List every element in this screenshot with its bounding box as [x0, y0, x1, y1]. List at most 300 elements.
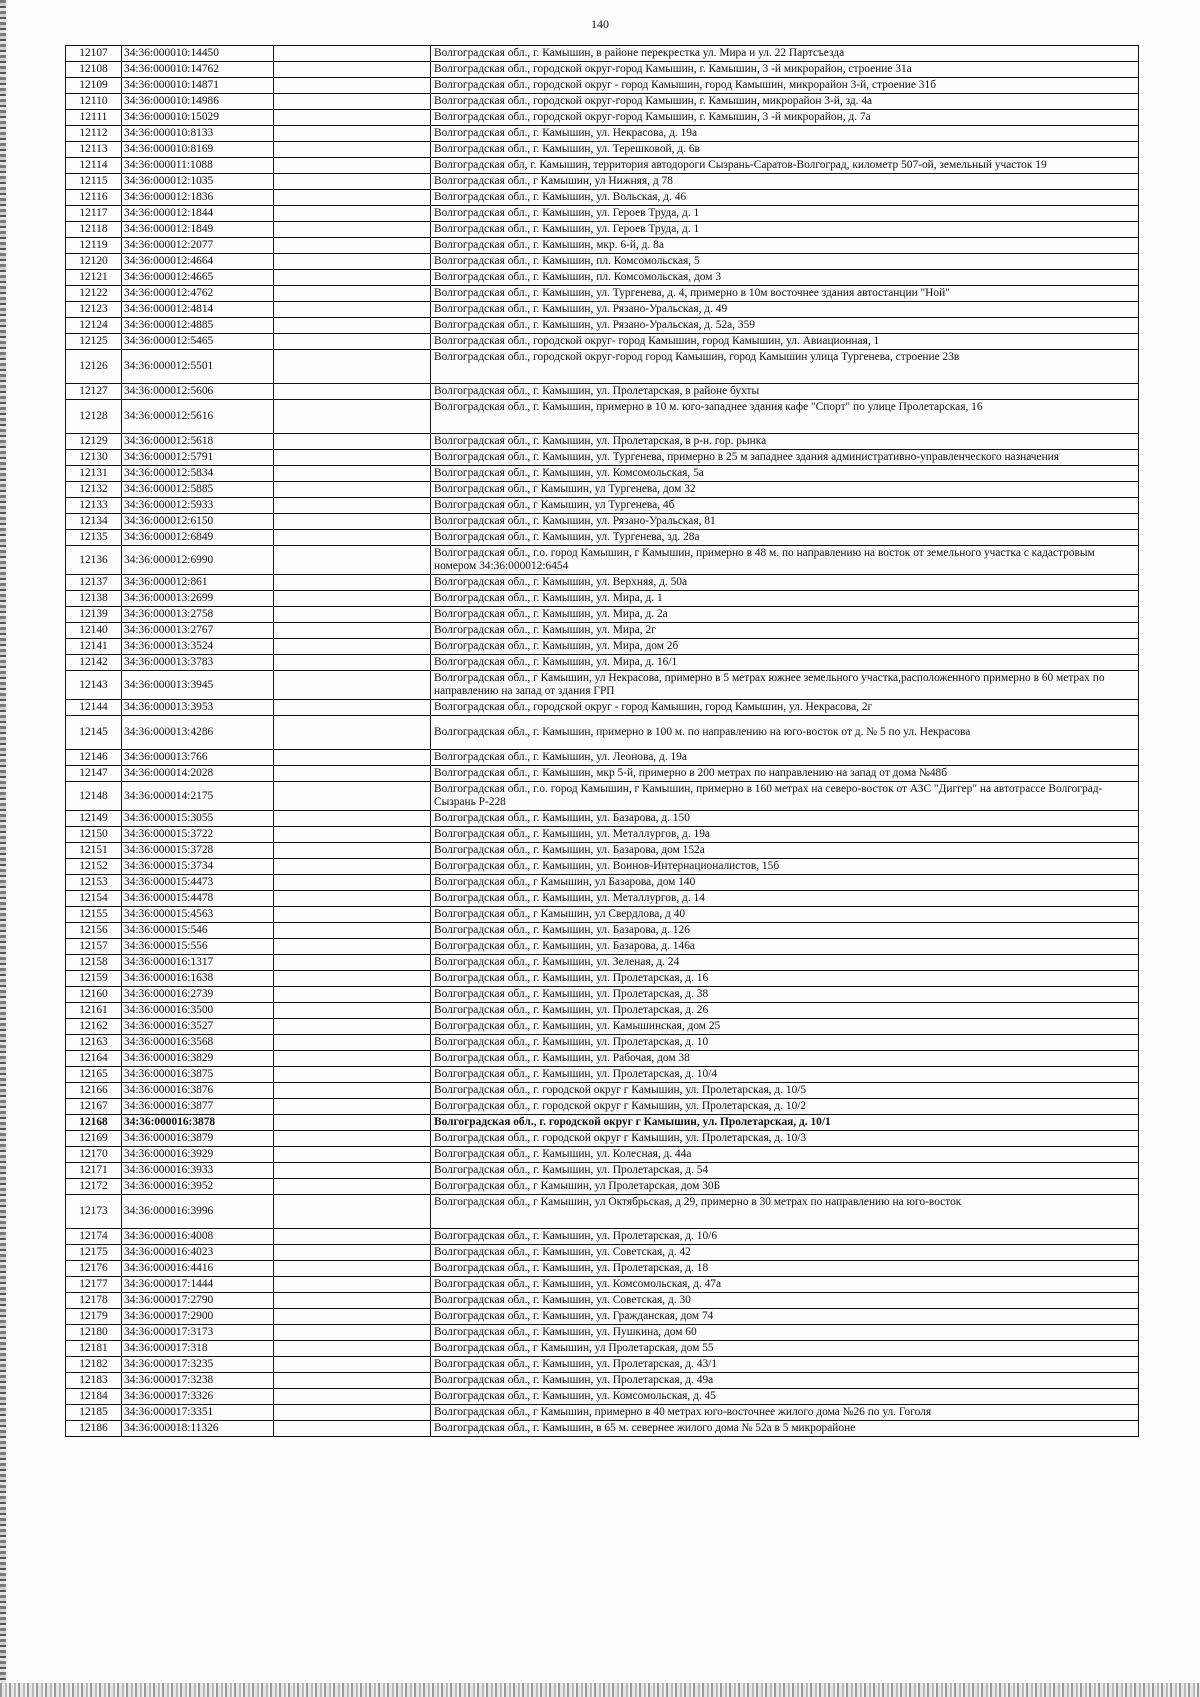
table-row	[66, 482, 1139, 498]
table-row	[66, 1309, 1139, 1325]
empty-cell	[274, 607, 431, 623]
cadastral-number-cell: 34:36:000012:5616	[122, 400, 274, 434]
address-cell: Волгоградская обл., г. Камышин, примерно в 10 м. юго-западнее здания кафе "Спорт" по улице Пролетарская, 16	[431, 400, 1139, 434]
row-number-cell: 12170	[66, 1147, 122, 1163]
table-row	[66, 1245, 1139, 1261]
empty-cell	[274, 1195, 431, 1229]
address-cell: Волгоградская обл., г. Камышин, ул. Тургенева, зд. 28а	[431, 530, 1139, 546]
row-number-cell: 12126	[66, 350, 122, 384]
table-row	[66, 334, 1139, 350]
table-row	[66, 350, 1139, 384]
table-row	[66, 318, 1139, 334]
cadastral-number-cell: 34:36:000015:3055	[122, 811, 274, 827]
cadastral-number-cell: 34:36:000012:5618	[122, 434, 274, 450]
address-cell: Волгоградская обл., г. городской округ г Камышин, ул. Пролетарская, д. 10/2	[431, 1099, 1139, 1115]
empty-cell	[274, 1245, 431, 1261]
address-cell: Волгоградская обл., г. Камышин, ул. Комсомольская, 5а	[431, 466, 1139, 482]
address-cell: Волгоградская обл., городской округ- город Камышин, город Камышин, ул. Авиационная, 1	[431, 334, 1139, 350]
empty-cell	[274, 623, 431, 639]
table-row	[66, 1051, 1139, 1067]
table-row	[66, 843, 1139, 859]
address-cell: Волгоградская обл., г. Камышин, ул. Комсомольская, д. 47а	[431, 1277, 1139, 1293]
address-cell: Волгоградская обл., г. городской округ г Камышин, ул. Пролетарская, д. 10/3	[431, 1131, 1139, 1147]
table-row	[66, 1147, 1139, 1163]
address-cell: Волгоградская обл, г. Камышин, территория автодороги Сызрань-Саратов-Волгоград, километр 507-ой, земельный участок 19	[431, 158, 1139, 174]
address-cell: Волгоградская обл., г. Камышин, примерно в 100 м. по направлению на юго-восток от д. № 5 по ул. Некрасова	[431, 716, 1139, 750]
table-row	[66, 1277, 1139, 1293]
empty-cell	[274, 671, 431, 700]
row-number-cell: 12146	[66, 750, 122, 766]
row-number-cell: 12128	[66, 400, 122, 434]
empty-cell	[274, 655, 431, 671]
row-number-cell: 12119	[66, 238, 122, 254]
address-cell: Волгоградская обл., г. Камышин, ул. Мира, д. 1	[431, 591, 1139, 607]
empty-cell	[274, 1293, 431, 1309]
scan-edge-bottom	[0, 1683, 1200, 1697]
empty-cell	[274, 434, 431, 450]
table-row	[66, 1035, 1139, 1051]
empty-cell	[274, 1163, 431, 1179]
table-row	[66, 1163, 1139, 1179]
empty-cell	[274, 1405, 431, 1421]
address-cell: Волгоградская обл., г. Камышин, ул. Камышинская, дом 25	[431, 1019, 1139, 1035]
table-row	[66, 142, 1139, 158]
row-number-cell: 12144	[66, 700, 122, 716]
cadastral-number-cell: 34:36:000010:8169	[122, 142, 274, 158]
empty-cell	[274, 1389, 431, 1405]
cadastral-number-cell: 34:36:000016:3875	[122, 1067, 274, 1083]
empty-cell	[274, 206, 431, 222]
cadastral-number-cell: 34:36:000017:2790	[122, 1293, 274, 1309]
cadastral-number-cell: 34:36:000013:2758	[122, 607, 274, 623]
cadastral-number-cell: 34:36:000015:3728	[122, 843, 274, 859]
address-cell: Волгоградская обл., г. Камышин, ул. Базарова, д. 126	[431, 923, 1139, 939]
empty-cell	[274, 1003, 431, 1019]
address-cell: Волгоградская обл., г. Камышин, в районе перекрестка ул. Мира и ул. 22 Партсъезда	[431, 46, 1139, 62]
address-cell: Волгоградская обл., г. Камышин, ул. Мира, 2г	[431, 623, 1139, 639]
empty-cell	[274, 384, 431, 400]
cadastral-number-cell: 34:36:000010:14450	[122, 46, 274, 62]
empty-cell	[274, 716, 431, 750]
table-row	[66, 1293, 1139, 1309]
empty-cell	[274, 158, 431, 174]
cadastral-number-cell: 34:36:000011:1088	[122, 158, 274, 174]
row-number-cell: 12166	[66, 1083, 122, 1099]
row-number-cell: 12167	[66, 1099, 122, 1115]
cadastral-number-cell: 34:36:000016:2739	[122, 987, 274, 1003]
empty-cell	[274, 78, 431, 94]
address-cell: Волгоградская обл., г. Камышин, ул. Мира, д. 2а	[431, 607, 1139, 623]
table-row	[66, 384, 1139, 400]
row-number-cell: 12151	[66, 843, 122, 859]
cadastral-number-cell: 34:36:000013:766	[122, 750, 274, 766]
empty-cell	[274, 222, 431, 238]
cadastral-number-cell: 34:36:000012:1035	[122, 174, 274, 190]
address-cell: Волгоградская обл., г. Камышин, ул. Терешковой, д. 6в	[431, 142, 1139, 158]
scan-edge-left	[0, 0, 6, 1697]
address-cell: Волгоградская обл., г Камышин, ул Тургенева, 4б	[431, 498, 1139, 514]
empty-cell	[274, 987, 431, 1003]
address-cell: Волгоградская обл., г. Камышин, ул. Верхняя, д. 50а	[431, 575, 1139, 591]
empty-cell	[274, 907, 431, 923]
address-cell: Волгоградская обл., г. Камышин, пл. Комсомольская, дом 3	[431, 270, 1139, 286]
address-cell: Волгоградская обл., г. Камышин, ул. Советская, д. 42	[431, 1245, 1139, 1261]
address-cell: Волгоградская обл., г. Камышин, ул. Пролетарская, д. 10	[431, 1035, 1139, 1051]
empty-cell	[274, 591, 431, 607]
row-number-cell: 12142	[66, 655, 122, 671]
empty-cell	[274, 1035, 431, 1051]
cadastral-number-cell: 34:36:000010:8133	[122, 126, 274, 142]
cadastral-number-cell: 34:36:000015:3722	[122, 827, 274, 843]
table-row	[66, 158, 1139, 174]
address-cell: Волгоградская обл., г Камышин, ул Пролетарская, дом 55	[431, 1341, 1139, 1357]
page-number: 140	[591, 17, 609, 31]
empty-cell	[274, 1019, 431, 1035]
cadastral-number-cell: 34:36:000012:6990	[122, 546, 274, 575]
address-cell: Волгоградская обл., г. Камышин, ул. Рязано-Уральская, д. 52а, 359	[431, 318, 1139, 334]
empty-cell	[274, 575, 431, 591]
empty-cell	[274, 126, 431, 142]
table-row	[66, 110, 1139, 126]
cadastral-number-cell: 34:36:000013:3783	[122, 655, 274, 671]
address-cell: Волгоградская обл., г. Камышин, ул. Героев Труда, д. 1	[431, 222, 1139, 238]
row-number-cell: 12134	[66, 514, 122, 530]
empty-cell	[274, 174, 431, 190]
row-number-cell: 12121	[66, 270, 122, 286]
cadastral-number-cell: 34:36:000012:4762	[122, 286, 274, 302]
table-row	[66, 1003, 1139, 1019]
table-row	[66, 575, 1139, 591]
empty-cell	[274, 782, 431, 811]
row-number-cell: 12150	[66, 827, 122, 843]
table-row	[66, 434, 1139, 450]
cadastral-number-cell: 34:36:000016:4008	[122, 1229, 274, 1245]
empty-cell	[274, 859, 431, 875]
table-row	[66, 971, 1139, 987]
cadastral-number-cell: 34:36:000012:1844	[122, 206, 274, 222]
row-number-cell: 12130	[66, 450, 122, 466]
row-number-cell: 12115	[66, 174, 122, 190]
row-number-cell: 12178	[66, 1293, 122, 1309]
empty-cell	[274, 939, 431, 955]
row-number-cell: 12131	[66, 466, 122, 482]
cadastral-number-cell: 34:36:000013:3945	[122, 671, 274, 700]
table-row	[66, 302, 1139, 318]
row-number-cell: 12112	[66, 126, 122, 142]
cadastral-number-cell: 34:36:000013:2767	[122, 623, 274, 639]
empty-cell	[274, 254, 431, 270]
address-cell: Волгоградская обл., городской округ-город Камышин, г. Камышин, 3 -й микрорайон, д. 7а	[431, 110, 1139, 126]
cadastral-number-cell: 34:36:000017:3351	[122, 1405, 274, 1421]
cadastral-number-cell: 34:36:000014:2028	[122, 766, 274, 782]
cadastral-number-cell: 34:36:000017:3238	[122, 1373, 274, 1389]
row-number-cell: 12125	[66, 334, 122, 350]
table-row	[66, 671, 1139, 700]
cadastral-number-cell: 34:36:000016:3568	[122, 1035, 274, 1051]
address-cell: Волгоградская обл., г.о. город Камышин, г Камышин, примерно в 48 м. по направлению на восток от земельного участка с кадастровым номером 34:36:000012:6454	[431, 546, 1139, 575]
address-cell: Волгоградская обл., г Камышин, ул Базарова, дом 140	[431, 875, 1139, 891]
empty-cell	[274, 110, 431, 126]
address-cell: Волгоградская обл., г. Камышин, ул. Базарова, д. 150	[431, 811, 1139, 827]
row-number-cell: 12136	[66, 546, 122, 575]
empty-cell	[274, 190, 431, 206]
cadastral-number-cell: 34:36:000016:3829	[122, 1051, 274, 1067]
table-row	[66, 174, 1139, 190]
empty-cell	[274, 482, 431, 498]
row-number-cell: 12169	[66, 1131, 122, 1147]
row-number-cell: 12145	[66, 716, 122, 750]
cadastral-number-cell: 34:36:000017:2900	[122, 1309, 274, 1325]
cadastral-number-cell: 34:36:000016:1638	[122, 971, 274, 987]
cadastral-number-cell: 34:36:000014:2175	[122, 782, 274, 811]
empty-cell	[274, 1277, 431, 1293]
row-number-cell: 12156	[66, 923, 122, 939]
cadastral-number-cell: 34:36:000015:556	[122, 939, 274, 955]
address-cell: Волгоградская обл., г. Камышин, ул. Рабочая, дом 38	[431, 1051, 1139, 1067]
address-cell: Волгоградская обл., г. Камышин, ул. Рязано-Уральская, 81	[431, 514, 1139, 530]
empty-cell	[274, 923, 431, 939]
address-cell: Волгоградская обл., г Камышин, ул Пролетарская, дом 30Б	[431, 1179, 1139, 1195]
address-cell: Волгоградская обл., г. Камышин, ул. Базарова, д. 146а	[431, 939, 1139, 955]
empty-cell	[274, 94, 431, 110]
empty-cell	[274, 1341, 431, 1357]
cadastral-number-cell: 34:36:000016:3527	[122, 1019, 274, 1035]
address-cell: Волгоградская обл., городской округ - город Камышин, город Камышин, ул. Некрасова, 2г	[431, 700, 1139, 716]
cadastral-number-cell: 34:36:000012:4664	[122, 254, 274, 270]
cadastral-number-cell: 34:36:000013:3953	[122, 700, 274, 716]
row-number-cell: 12111	[66, 110, 122, 126]
table-row	[66, 222, 1139, 238]
table-row	[66, 466, 1139, 482]
address-cell: Волгоградская обл., г Камышин, ул Тургенева, дом 32	[431, 482, 1139, 498]
empty-cell	[274, 270, 431, 286]
row-number-cell: 12161	[66, 1003, 122, 1019]
address-cell: Волгоградская обл., г. Камышин, ул. Пушкина, дом 60	[431, 1325, 1139, 1341]
address-cell: Волгоградская обл., г Камышин, ул Октябрьская, д 29, примерно в 30 метрах по направлению на юго-восток	[431, 1195, 1139, 1229]
row-number-cell: 12165	[66, 1067, 122, 1083]
table-row	[66, 700, 1139, 716]
row-number-cell: 12185	[66, 1405, 122, 1421]
row-number-cell: 12124	[66, 318, 122, 334]
address-cell: Волгоградская обл., г Камышин, ул Свердлова, д 40	[431, 907, 1139, 923]
table-row	[66, 782, 1139, 811]
address-cell: Волгоградская обл., г. Камышин, ул. Металлургов, д. 14	[431, 891, 1139, 907]
row-number-cell: 12154	[66, 891, 122, 907]
cadastral-number-cell: 34:36:000015:4473	[122, 875, 274, 891]
address-cell: Волгоградская обл., г. Камышин, ул. Советская, д. 30	[431, 1293, 1139, 1309]
cadastral-number-cell: 34:36:000012:5791	[122, 450, 274, 466]
table-row	[66, 498, 1139, 514]
address-cell: Волгоградская обл., г. Камышин, ул. Героев Труда, д. 1	[431, 206, 1139, 222]
table-row	[66, 1067, 1139, 1083]
row-number-cell: 12109	[66, 78, 122, 94]
row-number-cell: 12180	[66, 1325, 122, 1341]
cadastral-number-cell: 34:36:000012:5933	[122, 498, 274, 514]
address-cell: Волгоградская обл., г. Камышин, ул. Вольская, д. 46	[431, 190, 1139, 206]
row-number-cell: 12181	[66, 1341, 122, 1357]
address-cell: Волгоградская обл., г. Камышин, ул. Леонова, д. 19а	[431, 750, 1139, 766]
cadastral-number-cell: 34:36:000015:4563	[122, 907, 274, 923]
cadastral-number-cell: 34:36:000017:3326	[122, 1389, 274, 1405]
empty-cell	[274, 302, 431, 318]
address-cell: Волгоградская обл., городской округ-город Камышин, г. Камышин, микрорайон 3-й, зд. 4а	[431, 94, 1139, 110]
empty-cell	[274, 546, 431, 575]
empty-cell	[274, 827, 431, 843]
row-number-cell: 12155	[66, 907, 122, 923]
table-row	[66, 1325, 1139, 1341]
cadastral-number-cell: 34:36:000012:2077	[122, 238, 274, 254]
table-row	[66, 1261, 1139, 1277]
table-row	[66, 907, 1139, 923]
table-row	[66, 254, 1139, 270]
row-number-cell: 12113	[66, 142, 122, 158]
address-cell: Волгоградская обл., г. Камышин, ул. Зеленая, д. 24	[431, 955, 1139, 971]
row-number-cell: 12108	[66, 62, 122, 78]
table-row	[66, 238, 1139, 254]
empty-cell	[274, 334, 431, 350]
empty-cell	[274, 750, 431, 766]
empty-cell	[274, 1229, 431, 1245]
table-row	[66, 591, 1139, 607]
empty-cell	[274, 1115, 431, 1131]
cadastral-number-cell: 34:36:000013:3524	[122, 639, 274, 655]
cadastral-number-cell: 34:36:000010:14871	[122, 78, 274, 94]
cadastral-number-cell: 34:36:000012:4814	[122, 302, 274, 318]
address-cell: Волгоградская обл., г. Камышин, ул. Металлургов, д. 19а	[431, 827, 1139, 843]
address-cell: Волгоградская обл., г. Камышин, в 65 м. севернее жилого дома № 52а в 5 микрорайоне	[431, 1421, 1139, 1437]
address-cell: Волгоградская обл., г. Камышин, ул. Базарова, дом 152а	[431, 843, 1139, 859]
cadastral-number-cell: 34:36:000017:3235	[122, 1357, 274, 1373]
table-row	[66, 623, 1139, 639]
empty-cell	[274, 1083, 431, 1099]
empty-cell	[274, 700, 431, 716]
row-number-cell: 12172	[66, 1179, 122, 1195]
cadastral-number-cell: 34:36:000017:1444	[122, 1277, 274, 1293]
row-number-cell: 12117	[66, 206, 122, 222]
empty-cell	[274, 1357, 431, 1373]
row-number-cell: 12143	[66, 671, 122, 700]
table-row	[66, 1115, 1139, 1131]
empty-cell	[274, 811, 431, 827]
empty-cell	[274, 466, 431, 482]
cadastral-number-cell: 34:36:000012:5501	[122, 350, 274, 384]
empty-cell	[274, 955, 431, 971]
address-cell: Волгоградская обл., г. Камышин, ул. Пролетарская, д. 43/1	[431, 1357, 1139, 1373]
row-number-cell: 12168	[66, 1115, 122, 1131]
row-number-cell: 12149	[66, 811, 122, 827]
cadastral-number-cell: 34:36:000016:3929	[122, 1147, 274, 1163]
empty-cell	[274, 891, 431, 907]
cadastral-number-cell: 34:36:000012:5834	[122, 466, 274, 482]
table-row	[66, 190, 1139, 206]
table-row	[66, 1229, 1139, 1245]
cadastral-number-cell: 34:36:000010:15029	[122, 110, 274, 126]
register-body	[66, 46, 1139, 1437]
row-number-cell: 12175	[66, 1245, 122, 1261]
address-cell: Волгоградская обл., г. Камышин, ул. Пролетарская, д. 18	[431, 1261, 1139, 1277]
empty-cell	[274, 62, 431, 78]
row-number-cell: 12176	[66, 1261, 122, 1277]
empty-cell	[274, 1309, 431, 1325]
cadastral-number-cell: 34:36:000010:14762	[122, 62, 274, 78]
empty-cell	[274, 450, 431, 466]
table-row	[66, 827, 1139, 843]
address-cell: Волгоградская обл., г. Камышин, ул. Рязано-Уральская, д. 49	[431, 302, 1139, 318]
empty-cell	[274, 1261, 431, 1277]
row-number-cell: 12120	[66, 254, 122, 270]
table-row	[66, 546, 1139, 575]
row-number-cell: 12157	[66, 939, 122, 955]
cadastral-number-cell: 34:36:000012:4885	[122, 318, 274, 334]
cadastral-number-cell: 34:36:000016:1317	[122, 955, 274, 971]
table-row	[66, 891, 1139, 907]
address-cell: Волгоградская обл., г. Камышин, ул. Колесная, д. 44а	[431, 1147, 1139, 1163]
address-cell: Волгоградская обл., г. Камышин, пл. Комсомольская, 5	[431, 254, 1139, 270]
address-cell: Волгоградская обл., г. Камышин, ул. Тургенева, примерно в 25 м западнее здания административно-управленческого назначения	[431, 450, 1139, 466]
row-number-cell: 12135	[66, 530, 122, 546]
cadastral-number-cell: 34:36:000016:3952	[122, 1179, 274, 1195]
row-number-cell: 12152	[66, 859, 122, 875]
row-number-cell: 12138	[66, 591, 122, 607]
row-number-cell: 12123	[66, 302, 122, 318]
table-row	[66, 1389, 1139, 1405]
row-number-cell: 12158	[66, 955, 122, 971]
empty-cell	[274, 1421, 431, 1437]
table-row	[66, 46, 1139, 62]
address-cell: Волгоградская обл., г. городской округ г Камышин, ул. Пролетарская, д. 10/1	[431, 1115, 1139, 1131]
address-cell: Волгоградская обл., г. Камышин, ул. Пролетарская, д. 26	[431, 1003, 1139, 1019]
table-row	[66, 514, 1139, 530]
row-number-cell: 12129	[66, 434, 122, 450]
table-row	[66, 78, 1139, 94]
cadastral-number-cell: 34:36:000017:3173	[122, 1325, 274, 1341]
row-number-cell: 12159	[66, 971, 122, 987]
cadastral-number-cell: 34:36:000013:2699	[122, 591, 274, 607]
cadastral-number-cell: 34:36:000015:546	[122, 923, 274, 939]
row-number-cell: 12171	[66, 1163, 122, 1179]
address-cell: Волгоградская обл., г. Камышин, ул. Пролетарская, в районе бухты	[431, 384, 1139, 400]
address-cell: Волгоградская обл., городской округ-город город Камышин, город Камышин улица Тургенева, строение 23в	[431, 350, 1139, 384]
address-cell: Волгоградская обл., городской округ - город Камышин, город Камышин, микрорайон 3-й, строение 31б	[431, 78, 1139, 94]
table-row	[66, 859, 1139, 875]
row-number-cell: 12163	[66, 1035, 122, 1051]
cadastral-number-cell: 34:36:000010:14986	[122, 94, 274, 110]
row-number-cell: 12164	[66, 1051, 122, 1067]
table-row	[66, 1195, 1139, 1229]
cadastral-number-cell: 34:36:000013:4286	[122, 716, 274, 750]
address-cell: Волгоградская обл., г Камышин, ул Некрасова, примерно в 5 метрах южнее земельного участка,расположенного примерно в 60 метрах по направлению на запад от здания ГРП	[431, 671, 1139, 700]
address-cell: Волгоградская обл., г. Камышин, ул. Гражданская, дом 74	[431, 1309, 1139, 1325]
row-number-cell: 12174	[66, 1229, 122, 1245]
address-cell: Волгоградская обл., г. Камышин, ул. Пролетарская, д. 38	[431, 987, 1139, 1003]
table-row	[66, 939, 1139, 955]
empty-cell	[274, 1099, 431, 1115]
table-row	[66, 1373, 1139, 1389]
empty-cell	[274, 1131, 431, 1147]
row-number-cell: 12177	[66, 1277, 122, 1293]
empty-cell	[274, 875, 431, 891]
empty-cell	[274, 843, 431, 859]
empty-cell	[274, 318, 431, 334]
table-row	[66, 1131, 1139, 1147]
table-row	[66, 716, 1139, 750]
cadastral-number-cell: 34:36:000016:3996	[122, 1195, 274, 1229]
cadastral-number-cell: 34:36:000012:5465	[122, 334, 274, 350]
table-row	[66, 955, 1139, 971]
row-number-cell: 12110	[66, 94, 122, 110]
empty-cell	[274, 46, 431, 62]
cadastral-number-cell: 34:36:000012:5606	[122, 384, 274, 400]
